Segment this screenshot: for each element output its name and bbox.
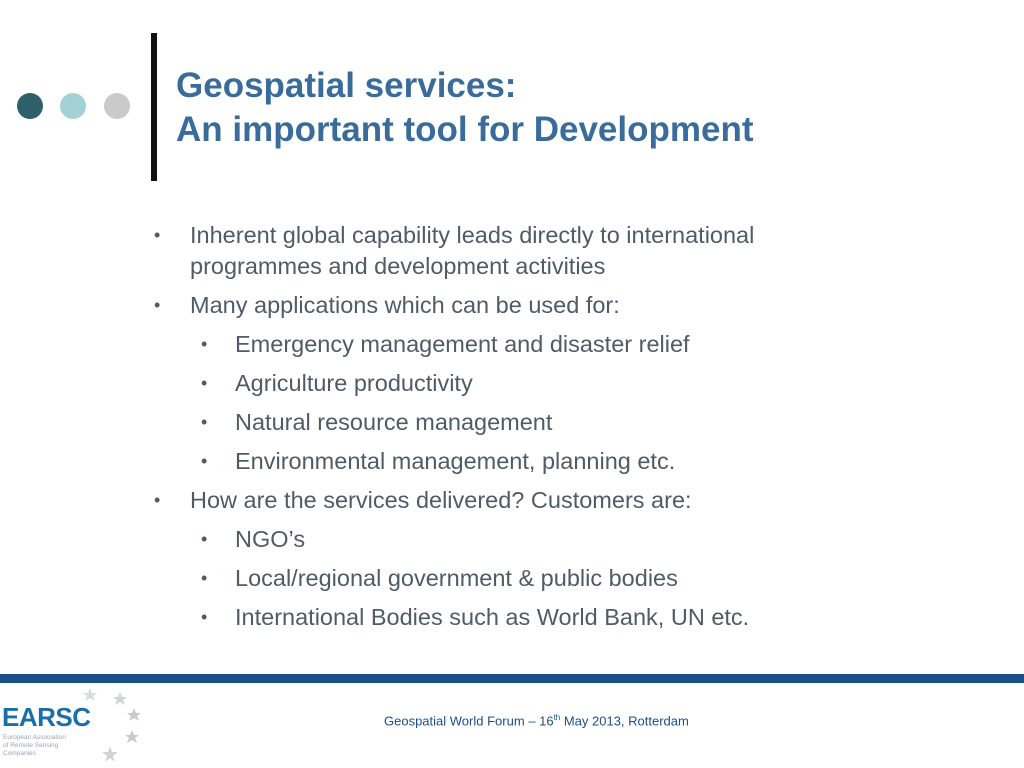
sub-bullet-text: NGO’s <box>235 526 306 552</box>
sub-bullet-item <box>0 368 835 399</box>
logo-star-icon <box>125 730 139 743</box>
sub-bullet-text: Agriculture productivity <box>235 370 473 396</box>
sub-bullet-item <box>0 446 835 477</box>
bullet-marker: • <box>201 607 208 627</box>
slide-title <box>176 64 754 152</box>
sub-bullet-item <box>0 407 835 438</box>
title-divider-bar <box>151 33 157 181</box>
decorative-dot-dark <box>17 93 43 119</box>
sub-bullet-item <box>0 524 835 555</box>
sub-bullet-item <box>0 602 835 633</box>
decorative-dot-grey <box>104 93 130 119</box>
logo-star-icon <box>127 708 141 721</box>
bullet-marker: • <box>201 373 208 393</box>
bullet-text: How are the services delivered? Customers are: <box>190 487 692 513</box>
sub-bullet-text: International Bodies such as World Bank, UN etc. <box>235 604 750 630</box>
bullet-marker: • <box>154 295 161 315</box>
slide-title-line2: An important tool for Development <box>176 110 754 149</box>
earsc-logo-subtitle: European Association of Remote Sensing Companies <box>3 734 66 757</box>
slide-title-line1: Geospatial services: <box>176 66 517 105</box>
bullet-marker: • <box>201 412 208 432</box>
bullet-item <box>0 485 830 516</box>
bullet-text: Inherent global capability leads directly to international programmes and development activities <box>190 222 755 279</box>
bullet-marker: • <box>201 334 208 354</box>
logo-star-icon <box>83 688 97 701</box>
logo-star-icon <box>113 692 127 705</box>
bullet-marker: • <box>154 225 161 245</box>
footer-event-text: Geospatial World Forum – 16th May 2013, Rotterdam <box>384 713 689 729</box>
sub-bullet-item <box>0 329 835 360</box>
bullet-list <box>0 220 1024 641</box>
bullet-item <box>0 220 830 282</box>
sub-bullet-text: Local/regional government & public bodies <box>235 565 678 591</box>
sub-bullet-item <box>0 563 835 594</box>
bullet-text: Many applications which can be used for: <box>190 292 620 318</box>
sub-bullet-text: Natural resource management <box>235 409 553 435</box>
bullet-marker: • <box>201 529 208 549</box>
logo-star-icon <box>102 746 118 762</box>
sub-bullet-text: Environmental management, planning etc. <box>235 448 676 474</box>
bullet-marker: • <box>154 490 161 510</box>
footer-divider <box>0 674 1024 683</box>
bullet-marker: • <box>201 568 208 588</box>
bullet-marker: • <box>201 451 208 471</box>
decorative-dot-light <box>60 93 86 119</box>
sub-bullet-text: Emergency management and disaster relief <box>235 331 690 357</box>
bullet-item <box>0 290 830 321</box>
earsc-logo-text: EARSC <box>2 702 91 732</box>
